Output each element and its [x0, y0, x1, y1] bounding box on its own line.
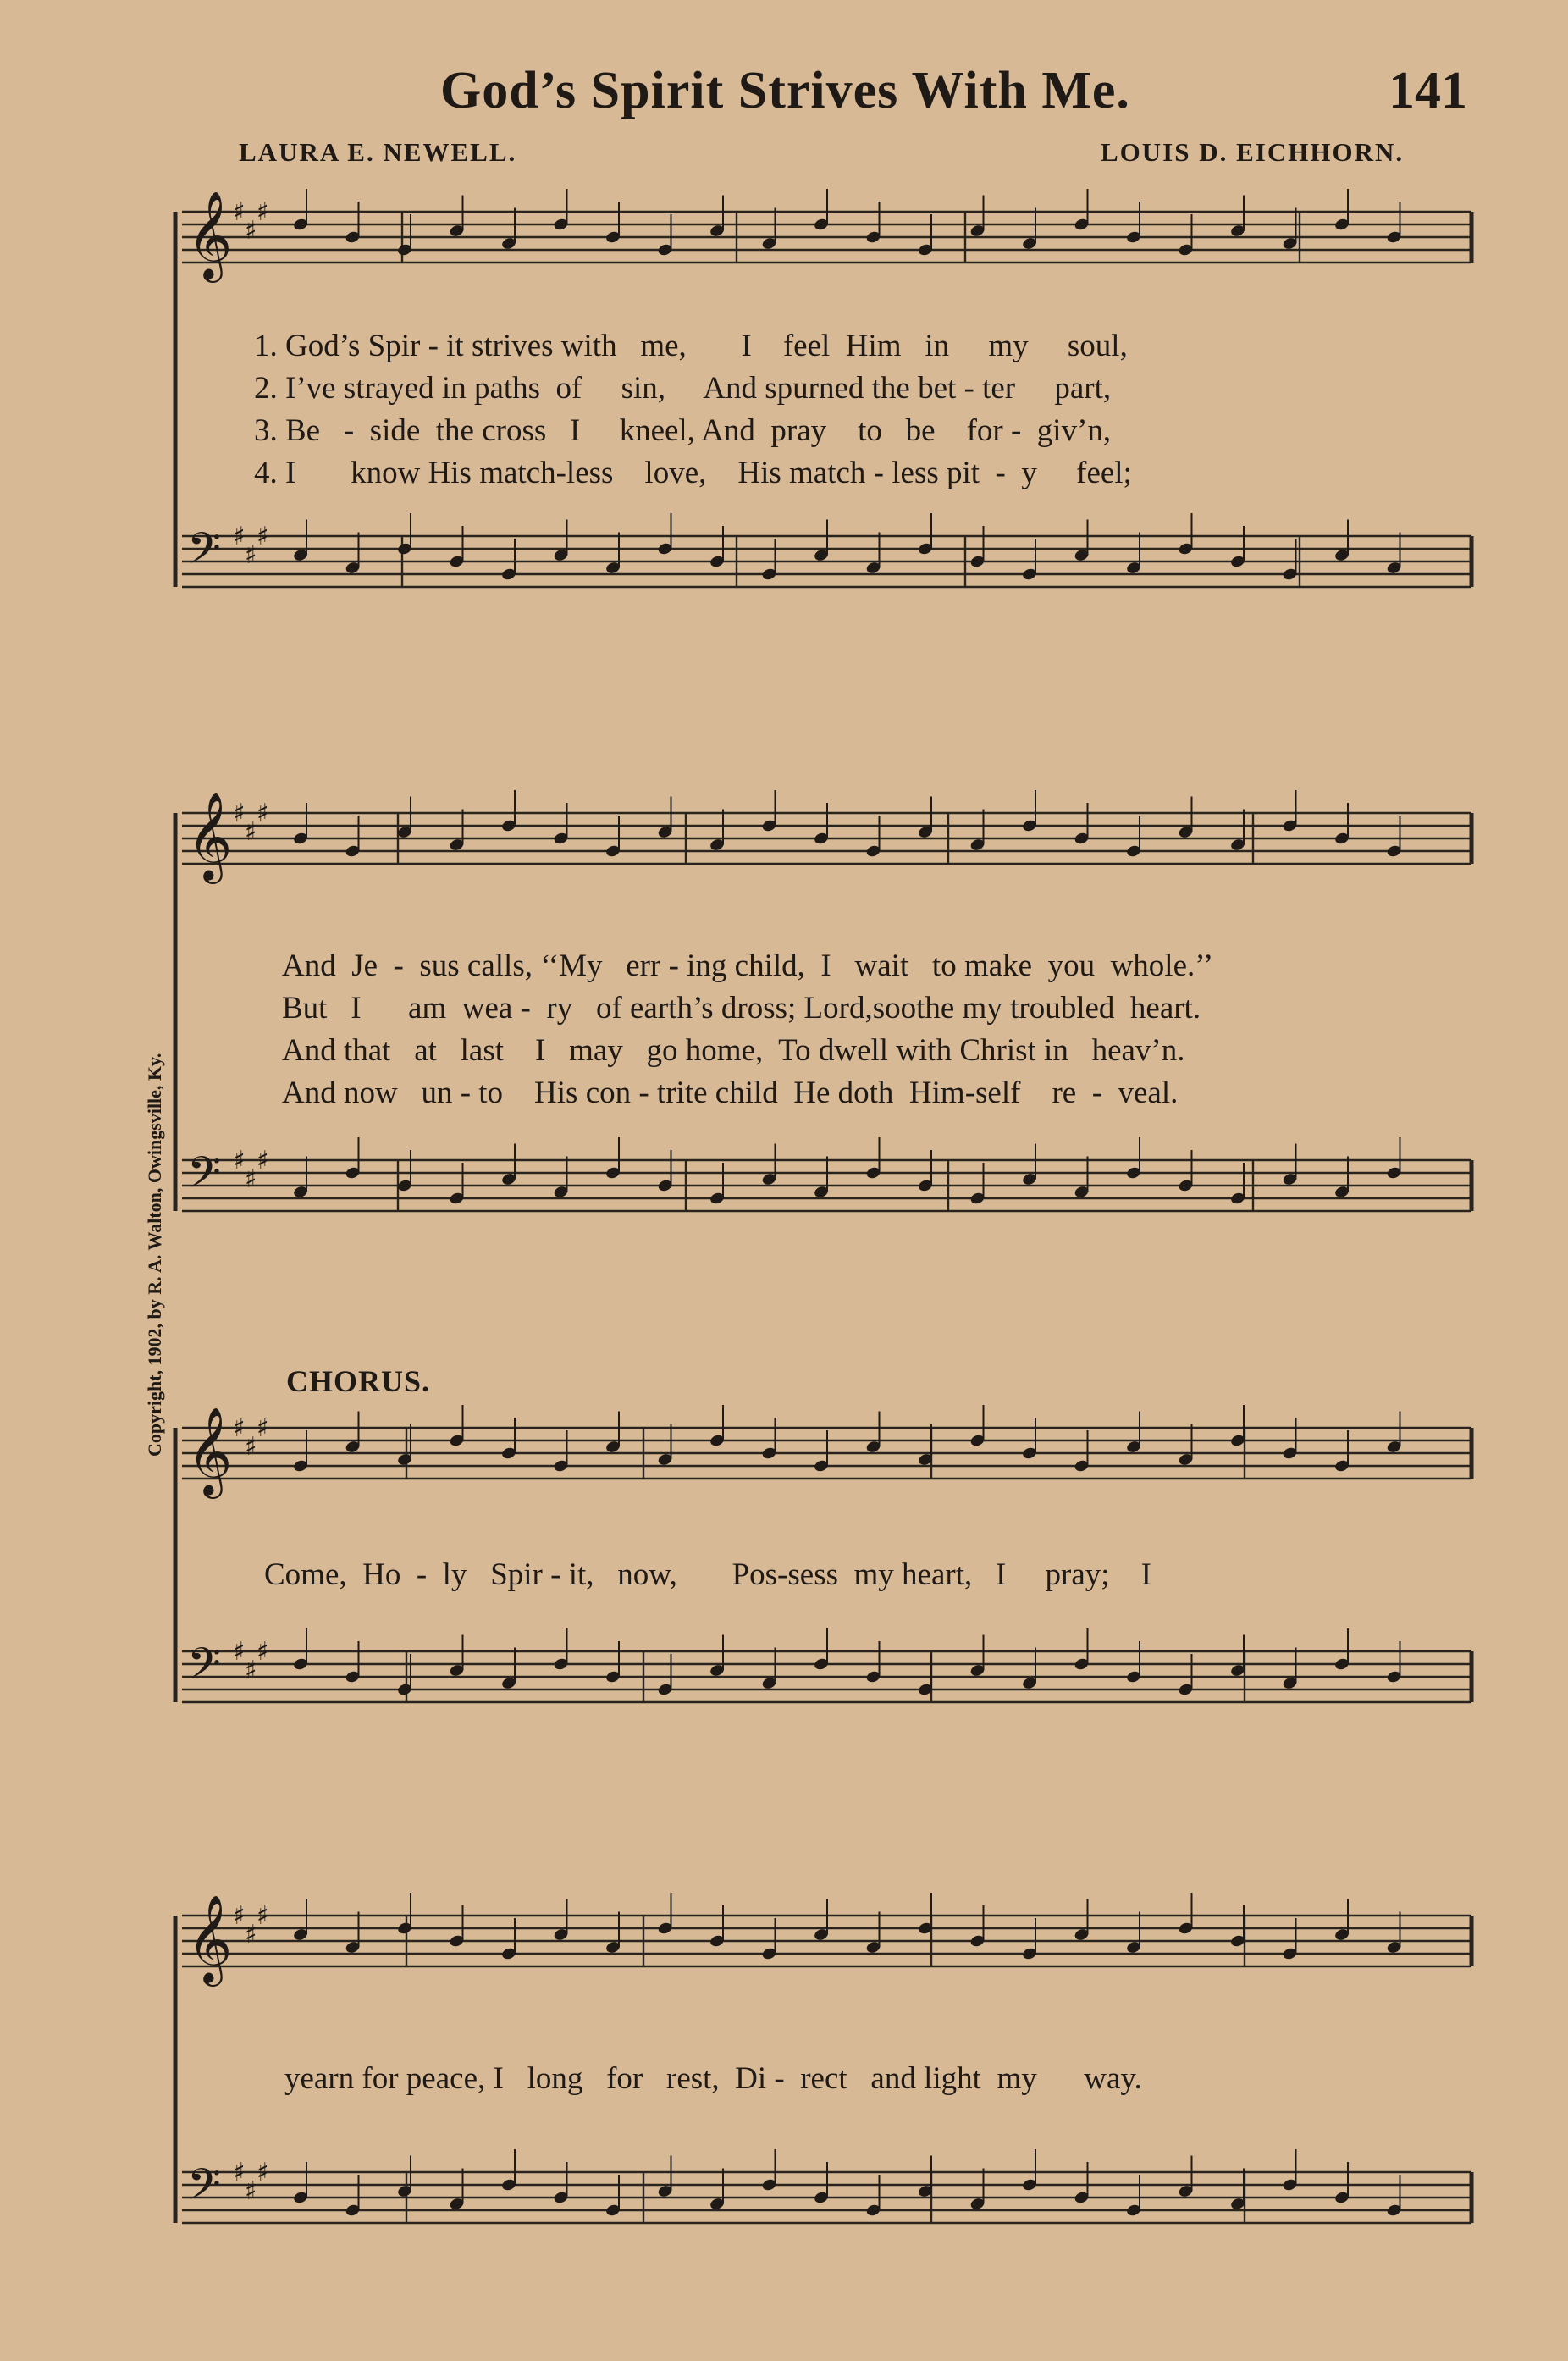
- verse-line-2-sys1: 2. I’ve strayed in paths of sin, And spurned the bet - ter part,: [254, 371, 1112, 406]
- copyright-notice: Copyright, 1902, by R. A. Walton, Owingsville, Ky.: [144, 1053, 165, 1457]
- svg-text:♯: ♯: [257, 1637, 269, 1667]
- svg-text:♯: ♯: [245, 817, 257, 847]
- verse-line-3-sys2: And that at last I may go home, To dwell with Christ in heav’n.: [282, 1033, 1185, 1068]
- svg-text:♯: ♯: [245, 216, 257, 246]
- svg-text:♯: ♯: [245, 1920, 257, 1949]
- svg-text:𝄞: 𝄞: [187, 1894, 233, 1983]
- chorus-label: CHORUS.: [286, 1364, 431, 1398]
- svg-text:♯: ♯: [233, 1637, 246, 1667]
- clef-symbols: [187, 191, 269, 2220]
- verse-line-4-sys2: And now un - to His con - trite child He doth Him-self re - veal.: [282, 1075, 1179, 1110]
- verse-line-1-sys2: And Je - sus calls, ‘‘My err - ing child, I wait to make you whole.’’: [282, 948, 1214, 983]
- svg-text:♯: ♯: [257, 799, 269, 828]
- svg-text:♯: ♯: [245, 540, 257, 570]
- svg-text:♯: ♯: [257, 2158, 269, 2187]
- staff-lines: [175, 212, 1471, 2223]
- svg-text:𝄞: 𝄞: [187, 792, 233, 881]
- page-number: 141: [1389, 62, 1467, 119]
- verse-line-4-sys1: 4. I know His match-less love, His match - less pit - y feel;: [254, 456, 1132, 490]
- verse-line-1-sys1: 1. God’s Spir - it strives with me, I feel Him in my soul,: [254, 329, 1128, 363]
- svg-text:♯: ♯: [233, 1146, 246, 1175]
- svg-text:𝄢: 𝄢: [187, 1638, 221, 1700]
- svg-text:𝄢: 𝄢: [187, 2159, 221, 2220]
- verse-line-3-sys1: 3. Be - side the cross I kneel, And pray to be for - giv’n,: [254, 413, 1112, 448]
- svg-text:♯: ♯: [245, 1164, 257, 1194]
- svg-text:♯: ♯: [257, 1413, 269, 1443]
- composer-credit: LOUIS D. EICHHORN.: [1101, 137, 1405, 167]
- svg-text:♯: ♯: [233, 1901, 246, 1931]
- svg-text:𝄞: 𝄞: [187, 1407, 233, 1496]
- svg-text:♯: ♯: [257, 522, 269, 551]
- svg-text:♯: ♯: [245, 1432, 257, 1462]
- svg-text:♯: ♯: [257, 1901, 269, 1931]
- chorus-line-1: Come, Ho - ly Spir - it, now, Pos-sess my heart, I pray; I: [264, 1557, 1151, 1592]
- svg-text:♯: ♯: [233, 1413, 246, 1443]
- svg-text:♯: ♯: [233, 522, 246, 551]
- chorus-line-2: yearn for peace, I long for rest, Di - rect and light my way.: [284, 2061, 1142, 2096]
- svg-text:♯: ♯: [257, 1146, 269, 1175]
- svg-text:♯: ♯: [233, 197, 246, 227]
- verse-line-2-sys2: But I am wea - ry of earth’s dross; Lord,soothe my troubled heart.: [282, 991, 1201, 1026]
- svg-text:𝄢: 𝄢: [187, 1147, 221, 1208]
- svg-text:♯: ♯: [245, 2176, 257, 2206]
- svg-text:♯: ♯: [257, 197, 269, 227]
- hymn-title: God’s Spirit Strives With Me.: [440, 62, 1130, 119]
- svg-text:♯: ♯: [245, 1656, 257, 1685]
- svg-text:𝄢: 𝄢: [187, 523, 221, 584]
- svg-text:♯: ♯: [233, 2158, 246, 2187]
- svg-text:𝄞: 𝄞: [187, 191, 233, 279]
- svg-text:♯: ♯: [233, 799, 246, 828]
- lyricist-credit: LAURA E. NEWELL.: [239, 137, 517, 167]
